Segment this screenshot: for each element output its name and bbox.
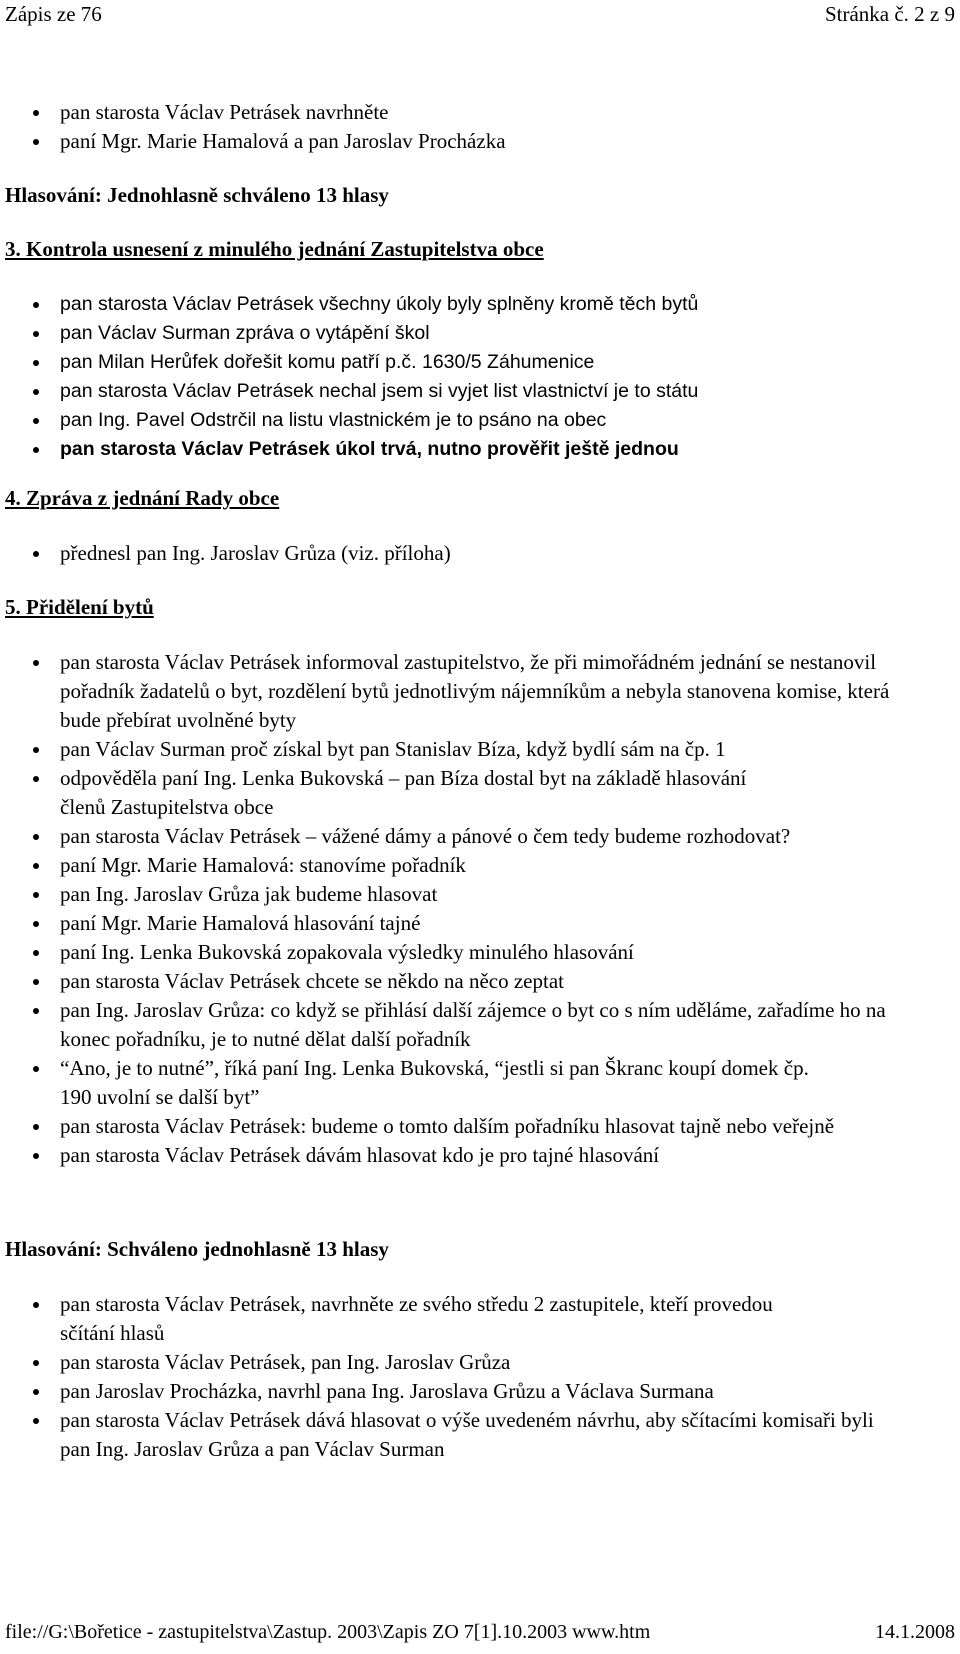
- section-3-list: [0, 290, 950, 464]
- list-item: pan Milan Herůfek dořešit komu patří p.č. 1630/5 Záhumenice: [0, 348, 950, 377]
- list-item: pan starosta Václav Petrásek informoval zastupitelstvo, že při mimořádném jednání se nestanovil pořadník žadatelů o byt, rozdělení bytů jednotlivým nájemníkům a nebyla stanovena komise, která bude přebírat uvolněné byty: [0, 648, 950, 735]
- vote-result: Hlasování: Jednohlasně schváleno 13 hlasy: [5, 183, 389, 207]
- header-title: Zápis ze 76: [5, 2, 102, 26]
- bottom-list: [0, 1290, 950, 1464]
- list-item: paní Mgr. Marie Hamalová: stanovíme pořadník: [0, 851, 950, 880]
- list-item: pan starosta Václav Petrásek: budeme o tomto dalším pořadníku hlasovat tajně nebo veřejně: [0, 1112, 950, 1141]
- page-header: [5, 2, 955, 28]
- list-item: pan starosta Václav Petrásek dávám hlasovat kdo je pro tajné hlasování: [0, 1141, 950, 1170]
- section-4-heading: 4. Zpráva z jednání Rady obce: [5, 486, 280, 510]
- list-item: pan starosta Václav Petrásek dává hlasovat o výše uvedeném návrhu, aby sčítacími komisaři byli pan Ing. Jaroslav Grůza a pan Václav Surman: [0, 1406, 950, 1464]
- list-item: pan Ing. Jaroslav Grůza jak budeme hlasovat: [0, 880, 950, 909]
- list-item: paní Ing. Lenka Bukovská zopakovala výsledky minulého hlasování: [0, 938, 950, 967]
- top-list: [0, 98, 950, 156]
- list-item: pan starosta Václav Petrásek chcete se někdo na něco zeptat: [0, 967, 950, 996]
- list-item: paní Mgr. Marie Hamalová a pan Jaroslav Procházka: [0, 127, 950, 156]
- list-item: odpověděla paní Ing. Lenka Bukovská – pan Bíza dostal byt na základě hlasování členů Zastupitelstva obce: [0, 764, 950, 822]
- list-item: pan Ing. Pavel Odstrčil na listu vlastnickém je to psáno na obec: [0, 406, 950, 435]
- list-item: paní Mgr. Marie Hamalová hlasování tajné: [0, 909, 950, 938]
- list-item: pan Václav Surman zpráva o vytápění škol: [0, 319, 950, 348]
- list-item: pan starosta Václav Petrásek úkol trvá, nutno prověřit ještě jednou: [0, 435, 950, 464]
- list-item: pan starosta Václav Petrásek nechal jsem si vyjet list vlastnictví je to státu: [0, 377, 950, 406]
- header-page-number: Stránka č. 2 z 9: [824, 2, 955, 26]
- list-item: přednesl pan Ing. Jaroslav Grůza (viz. příloha): [0, 539, 950, 568]
- list-item: pan Jaroslav Procházka, navrhl pana Ing. Jaroslava Grůzu a Václava Surmana: [0, 1377, 950, 1406]
- list-item: pan starosta Václav Petrásek všechny úkoly byly splněny kromě těch bytů: [0, 290, 950, 319]
- page-footer: [5, 1621, 955, 1647]
- list-item: pan starosta Václav Petrásek navrhněte: [0, 98, 950, 127]
- list-item: pan starosta Václav Petrásek – vážené dámy a pánové o čem tedy budeme rozhodovat?: [0, 822, 950, 851]
- section-3-heading: 3. Kontrola usnesení z minulého jednání Zastupitelstva obce: [5, 237, 544, 261]
- section-5-heading: 5. Přidělení bytů: [5, 595, 154, 619]
- footer-date: 14.1.2008: [875, 1621, 955, 1643]
- footer-file-path: file://G:\Bořetice - zastupitelstva\Zastup. 2003\Zapis ZO 7[1].10.2003 www.htm: [5, 1621, 651, 1643]
- vote-result: Hlasování: Schváleno jednohlasně 13 hlasy: [5, 1237, 389, 1261]
- list-item: pan Ing. Jaroslav Grůza: co když se přihlásí další zájemce o byt co s ním uděláme, zařadíme ho na konec pořadníku, je to nutné dělat další pořadník: [0, 996, 950, 1054]
- list-item: “Ano, je to nutné”, říká paní Ing. Lenka Bukovská, “jestli si pan Škranc koupí domek čp. 190 uvolní se další byt”: [0, 1054, 950, 1112]
- list-item: pan starosta Václav Petrásek, navrhněte ze svého středu 2 zastupitele, kteří provedou sčítání hlasů: [0, 1290, 950, 1348]
- section-5-list: [0, 648, 950, 1170]
- list-item: pan starosta Václav Petrásek, pan Ing. Jaroslav Grůza: [0, 1348, 950, 1377]
- section-4-list: [0, 539, 950, 568]
- list-item: pan Václav Surman proč získal byt pan Stanislav Bíza, když bydlí sám na čp. 1: [0, 735, 950, 764]
